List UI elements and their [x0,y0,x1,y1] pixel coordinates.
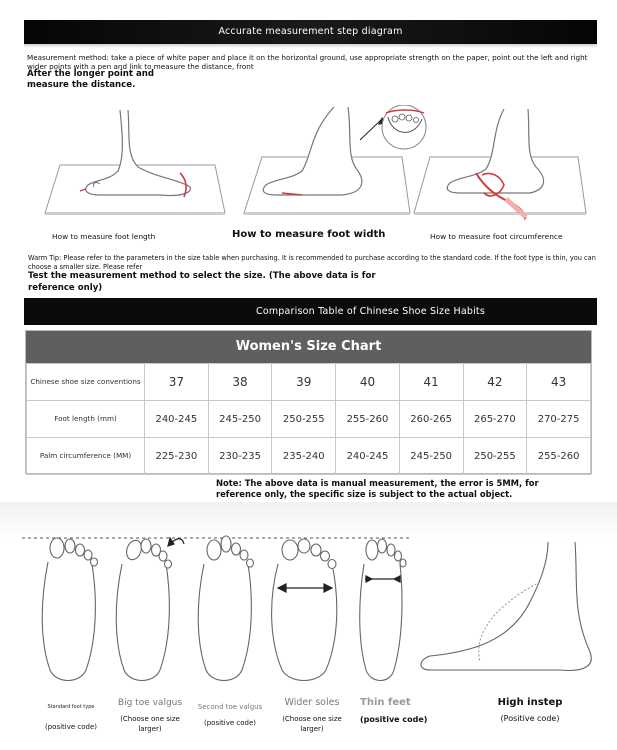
table-cell: 230-235 [208,438,272,475]
foot-type-advice: (positive code) [203,719,257,727]
table-cell: 250-255 [272,401,336,438]
table-cell: 265-270 [463,401,527,438]
size-table [26,363,591,475]
table-row [27,401,591,438]
wider-soles-foot-icon [272,539,337,681]
thin-foot-icon [360,539,406,681]
table-cell: 270-275 [527,401,591,438]
foot-type-title: Second toe valgus [197,703,263,711]
row-label: Foot length (mm) [27,401,145,438]
warm-tip-continued: Test the measurement method to select the size. (The above data is for reference only) [28,271,376,293]
foot-type-thin-feet [360,698,444,725]
foot-type-title: Wider soles [284,697,340,708]
row-label: Palm circumference (MM) [27,438,145,475]
table-cell: 39 [272,364,336,401]
table-cell: 235-240 [272,438,336,475]
foot-type-wider-soles [272,698,352,734]
foot-type-title: Big toe valgus [117,698,183,708]
womens-size-chart [25,330,592,474]
high-instep-foot-icon [421,542,591,670]
foot-type-second-toe-valgus [190,702,270,728]
measurement-method-text: Measurement method: take a piece of white paper and place it on the horizontal ground, use appropriate strength on the paper, point out the left and right wider points with a pen and link to measure the distance, front [27,53,588,71]
foot-circumference-illustration [414,109,586,219]
comparison-section-header [24,298,597,325]
table-cell: 225-230 [145,438,209,475]
table-cell: 240-245 [336,438,400,475]
foot-types-illustration [0,502,617,702]
row-label: Chinese shoe size conventions [27,364,145,401]
standard-foot-icon [42,538,97,681]
table-cell: 37 [145,364,209,401]
table-row [27,438,591,475]
foot-type-standard [40,702,102,732]
table-cell: 42 [463,364,527,401]
foot-length-illustration [45,110,225,215]
foot-type-title: Standard foot type [47,704,95,710]
foot-type-advice: (Positive code) [500,714,560,723]
foot-type-advice: (positive code) [44,723,98,731]
foot-type-advice: (Choose one size larger) [282,715,342,733]
measurement-section-header [24,20,597,44]
foot-type-title: Thin feet [360,697,411,708]
table-cell: 250-255 [463,438,527,475]
table-cell: 245-250 [399,438,463,475]
table-cell: 41 [399,364,463,401]
foot-type-big-toe-valgus [112,698,188,734]
measurement-section-title: Accurate measurement step diagram [218,26,403,37]
table-cell: 245-250 [208,401,272,438]
measurement-note: Note: The above data is manual measurement, the error is 5MM, for reference only, the specific size is subject to the actual object. [216,478,539,499]
foot-type-title: High instep [497,697,563,708]
foot-types-panel [0,502,617,750]
measurement-illustrations [30,105,617,225]
table-cell: 40 [336,364,400,401]
table-cell: 38 [208,364,272,401]
measurement-method-continued: After the longer point and measure the distance. [27,69,155,90]
foot-circumference-caption: How to measure foot circumference [430,232,563,241]
foot-width-illustration [244,105,426,215]
table-cell: 260-265 [399,401,463,438]
foot-type-high-instep [488,698,572,724]
foot-length-caption: How to measure foot length [52,232,156,241]
table-cell: 240-245 [145,401,209,438]
foot-type-advice: (positive code) [360,715,428,724]
foot-type-advice: (Choose one size larger) [120,715,180,733]
table-row [27,364,591,401]
warm-tip-text: Warm Tip: Please refer to the parameters in the size table when purchasing. It is recommended to purchase according to the standard code. If the foot type is thin, you can choose a smaller size. Please refer [28,254,596,271]
second-toe-valgus-foot-icon [198,536,253,681]
big-toe-valgus-foot-icon [116,538,171,680]
foot-width-caption: How to measure foot width [232,229,386,240]
comparison-section-title: Comparison Table of Chinese Shoe Size Habits [256,306,485,317]
table-cell: 43 [527,364,591,401]
table-cell: 255-260 [527,438,591,475]
table-cell: 255-260 [336,401,400,438]
size-chart-title: Women's Size Chart [26,331,591,363]
